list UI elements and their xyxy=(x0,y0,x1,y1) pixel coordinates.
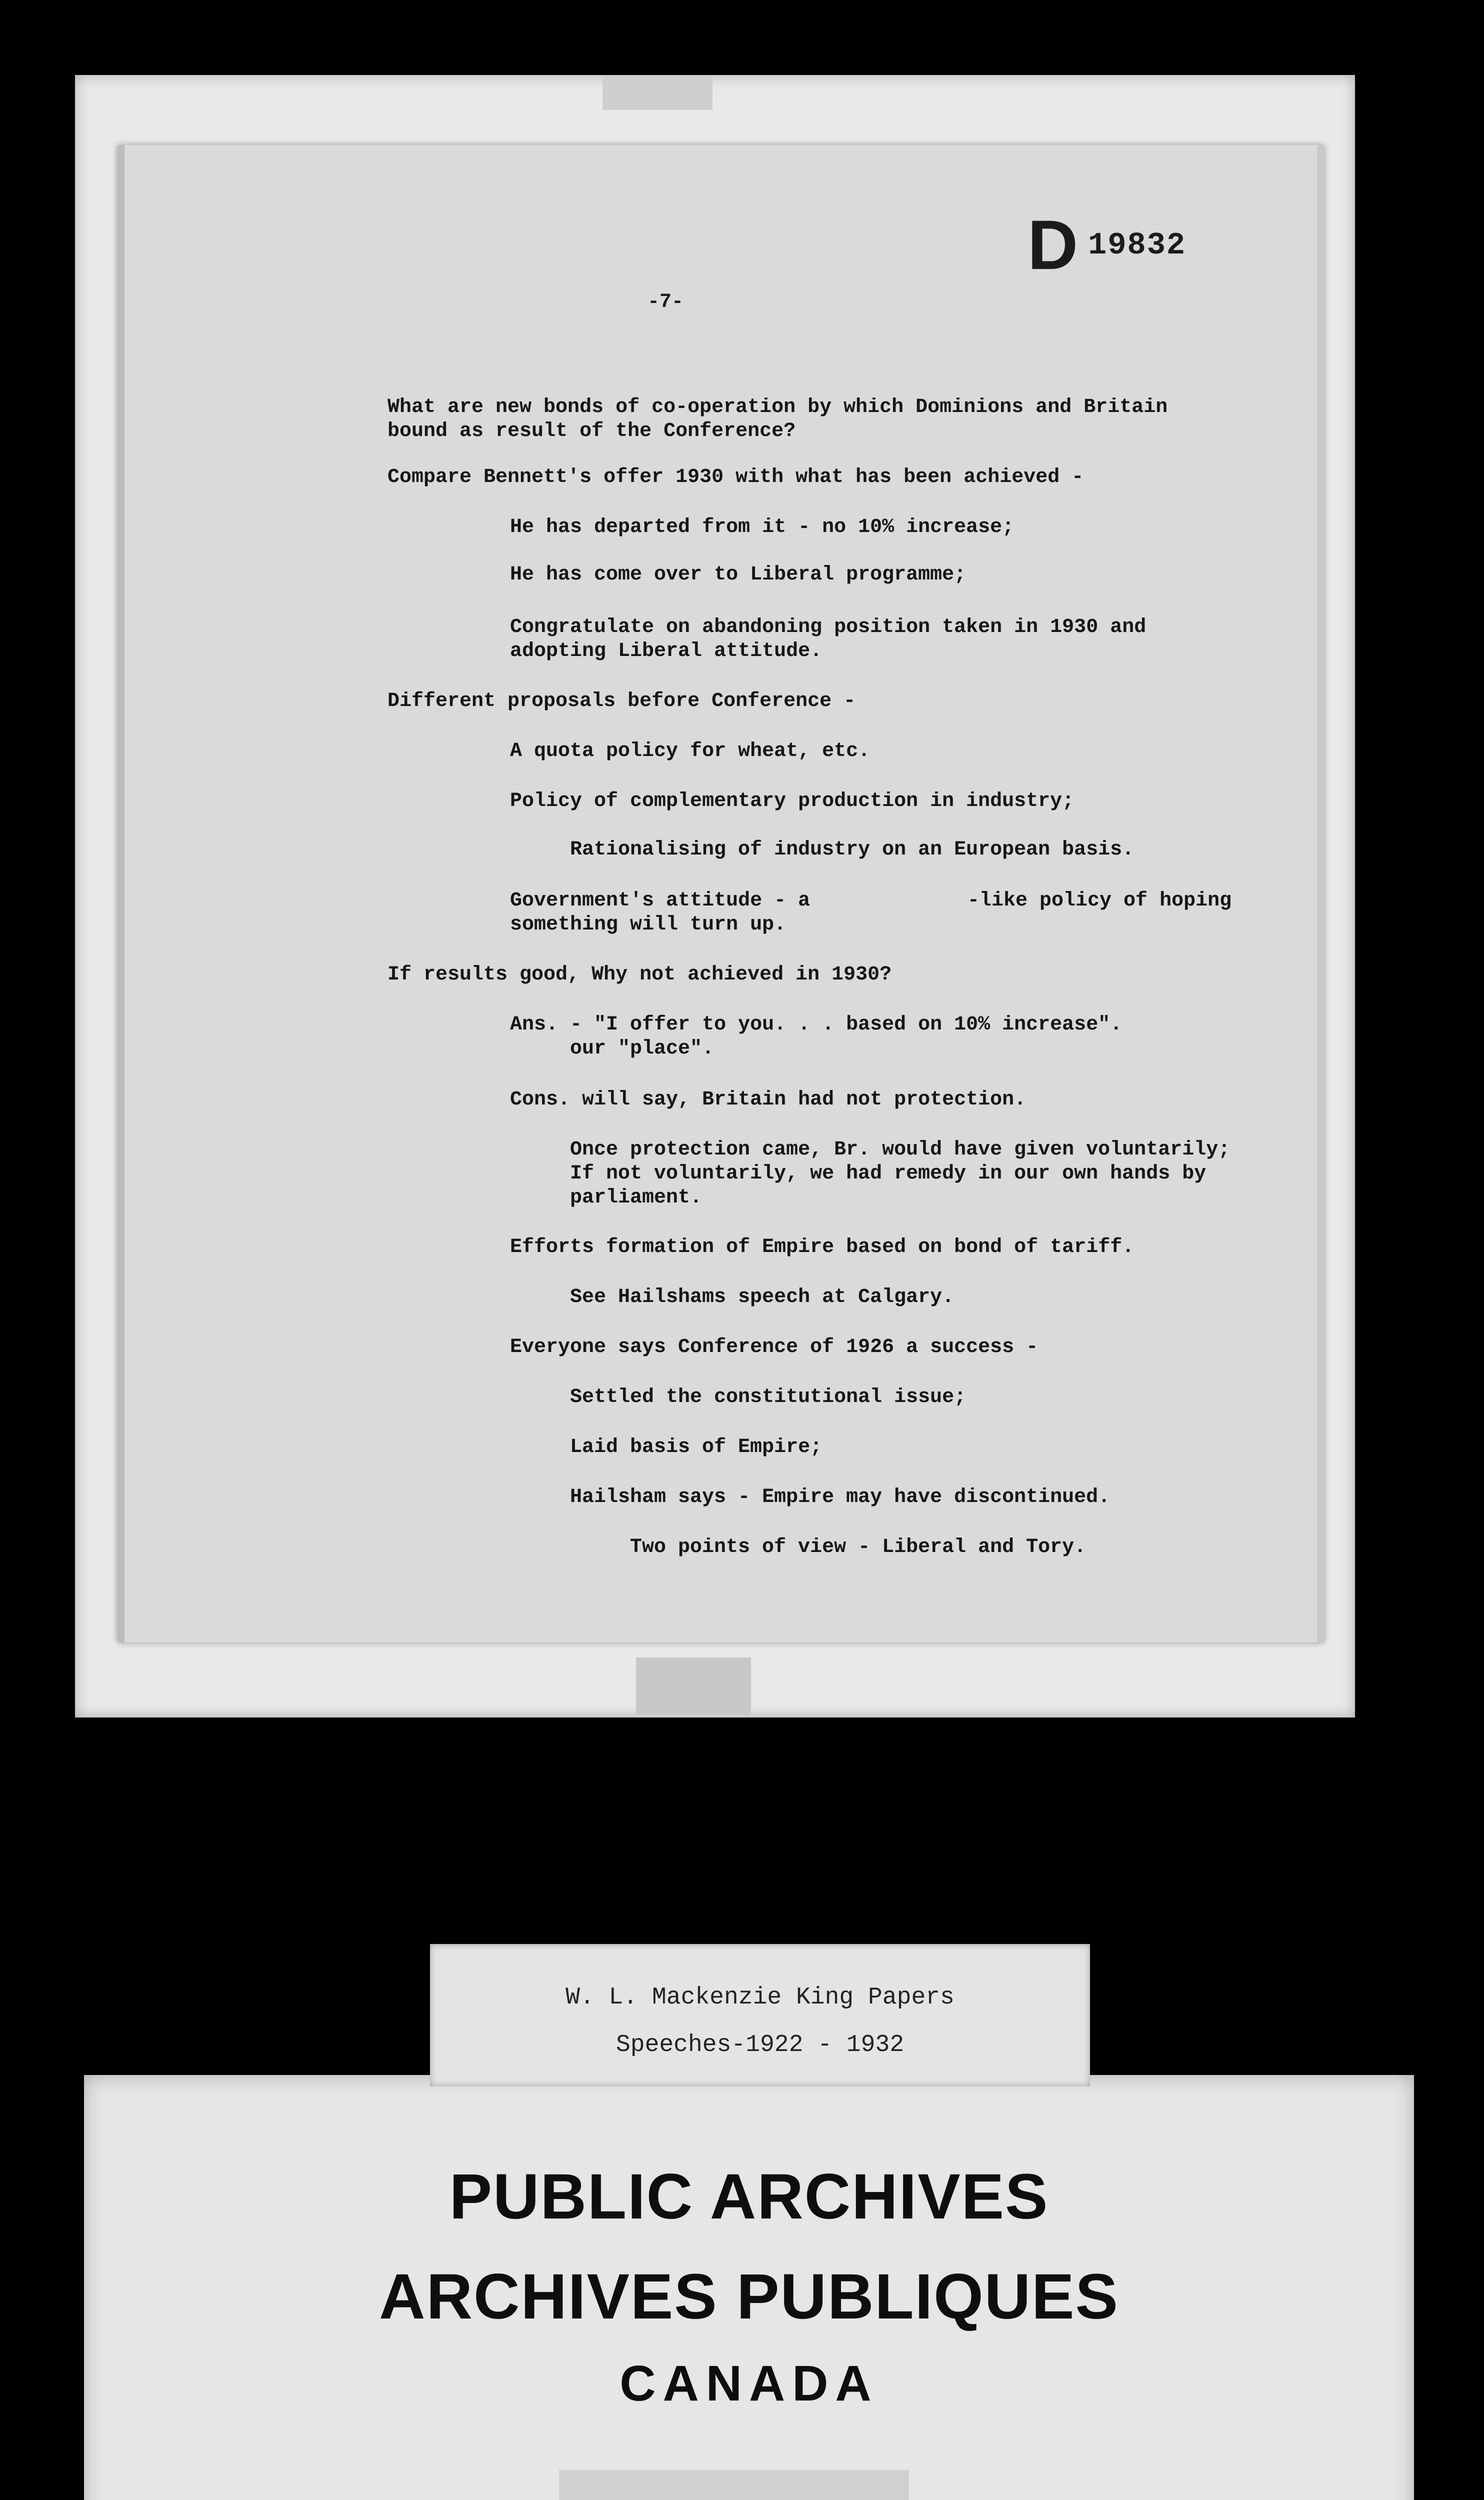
stamp-letter: D xyxy=(1028,206,1078,284)
text-line: What are new bonds of co-operation by which Dominions and Britain xyxy=(388,396,1168,418)
collection-name: W. L. Mackenzie King Papers xyxy=(566,1984,954,2011)
text-line: See Hailshams speech at Calgary. xyxy=(570,1286,954,1308)
page-number: -7- xyxy=(648,291,684,314)
text-line: Rationalising of industry on an European basis. xyxy=(570,838,1134,861)
text-line: parliament. xyxy=(570,1186,702,1209)
text-line: A quota policy for wheat, etc. xyxy=(510,740,870,762)
text-line: our "place". xyxy=(570,1038,714,1060)
banner-tab xyxy=(559,2470,909,2500)
document-number-stamp xyxy=(1028,206,1186,284)
text-line: Settled the constitutional issue; xyxy=(570,1386,966,1408)
text-line: He has departed from it - no 10% increase; xyxy=(510,516,1014,538)
text-line: Congratulate on abandoning position taken in 1930 and xyxy=(510,616,1146,638)
text-line: -like policy of hoping xyxy=(968,890,1232,912)
text-line: Cons. will say, Britain had not protection. xyxy=(510,1088,1026,1111)
text-line: Hailsham says - Empire may have discontinued. xyxy=(570,1486,1110,1508)
text-line: Once protection came, Br. would have given voluntarily; xyxy=(570,1138,1230,1161)
text-line: Policy of complementary production in industry; xyxy=(510,790,1074,812)
text-line: He has come over to Liberal programme; xyxy=(510,564,966,586)
mount-tab-bottom xyxy=(636,1658,751,1715)
archives-title-fr: ARCHIVES PUBLIQUES xyxy=(379,2261,1119,2332)
text-line: Government's attitude - a xyxy=(510,890,810,912)
text-line: Efforts formation of Empire based on bond of tariff. xyxy=(510,1236,1134,1258)
text-line: Two points of view - Liberal and Tory. xyxy=(630,1536,1086,1558)
text-line: Ans. - "I offer to you. . . based on 10% increase". xyxy=(510,1014,1122,1036)
text-line: something will turn up. xyxy=(510,914,786,936)
mount-tab-top xyxy=(602,75,712,110)
text-line: If not voluntarily, we had remedy in our own hands by xyxy=(570,1162,1206,1185)
text-line: Everyone says Conference of 1926 a success - xyxy=(510,1336,1038,1358)
text-line: Laid basis of Empire; xyxy=(570,1436,822,1458)
stamp-number: 19832 xyxy=(1088,227,1186,263)
text-line: If results good, Why not achieved in 1930? xyxy=(388,964,892,986)
archives-title-en: PUBLIC ARCHIVES xyxy=(449,2161,1049,2232)
text-line: bound as result of the Conference? xyxy=(388,420,796,442)
text-line: Compare Bennett's offer 1930 with what has been achieved - xyxy=(388,466,1084,488)
collection-series: Speeches-1922 - 1932 xyxy=(616,2032,904,2058)
text-line: adopting Liberal attitude. xyxy=(510,640,822,662)
collection-label xyxy=(430,1944,1090,2086)
archives-country: CANADA xyxy=(620,2356,878,2412)
archives-banner xyxy=(84,2075,1414,2500)
text-line: Different proposals before Conference - xyxy=(388,690,856,712)
